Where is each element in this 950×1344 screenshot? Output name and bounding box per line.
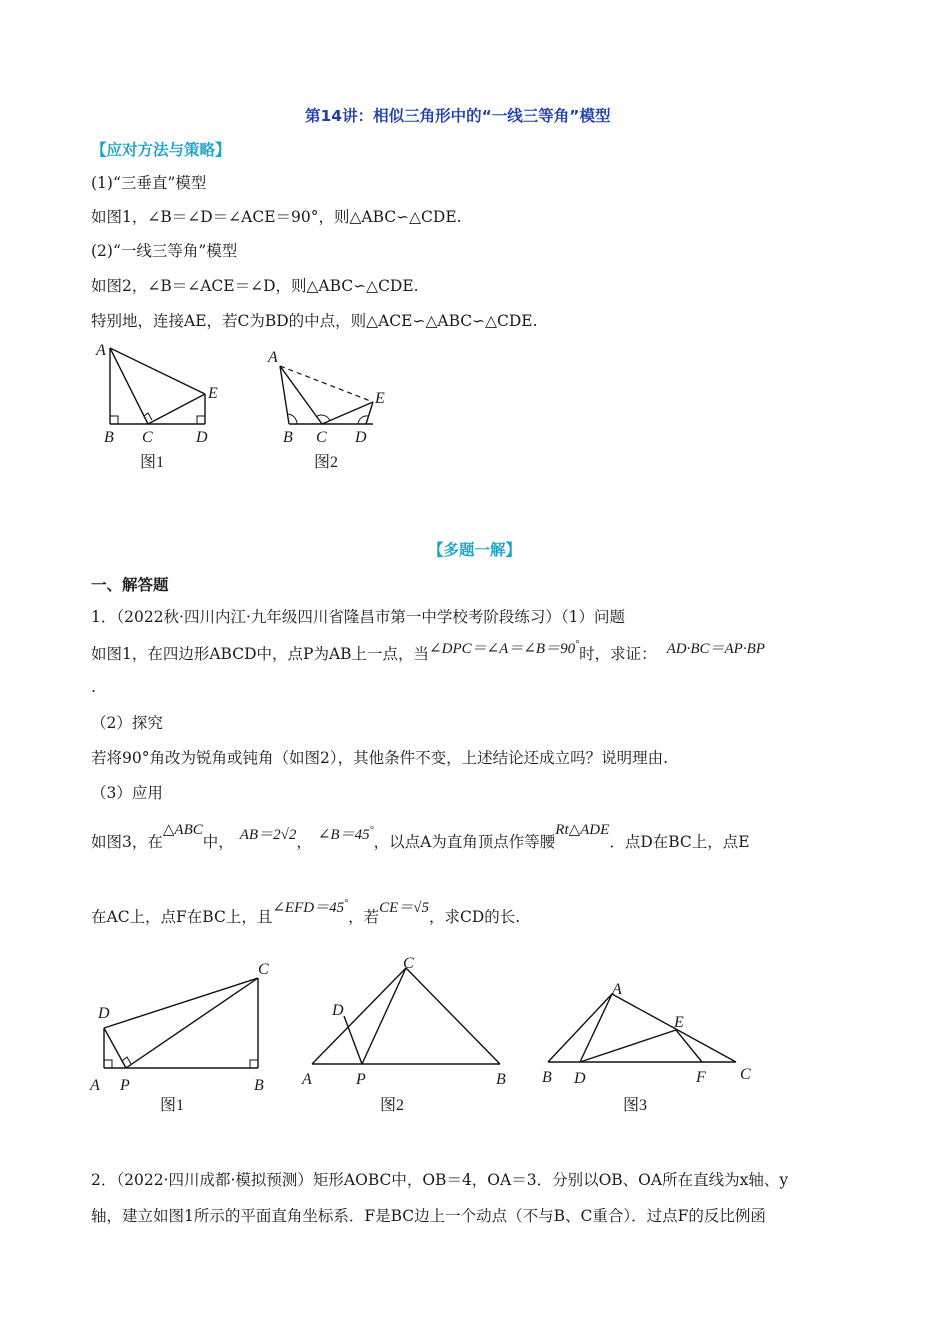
q1-proof-math: AD·BC＝AP·BP	[666, 641, 765, 657]
q1-condition-degree: °	[575, 639, 580, 650]
q1-angle-efd-math	[272, 900, 348, 916]
section-heading-multi: 【多题一解】	[428, 541, 522, 559]
q1-line-8-text-a: 在AC上，点F在BC上，且	[91, 908, 273, 926]
strategy-line-4: 如图2，∠B＝∠ACE＝∠D，则△ABC∽△CDE.	[91, 277, 419, 295]
q1-figures	[80, 950, 780, 1120]
q1fig3-label-F: F	[696, 1069, 706, 1086]
fig1-label-A: A	[96, 342, 106, 359]
q1fig2-caption: 图2	[380, 1097, 405, 1114]
strategy-line-2: 如图1，∠B＝∠D＝∠ACE＝90°，则△ABC∽△CDE.	[91, 208, 462, 226]
q1fig2-label-D: D	[332, 1002, 344, 1019]
q1-line-1: 1．（2022秋·四川内江·九年级四川省隆昌市第一中学校考阶段练习）（1）问题	[91, 608, 626, 626]
q1-ce-length: CE＝√5	[379, 900, 430, 916]
fig2-caption: 图2	[314, 454, 339, 471]
q1-angle-b-math	[318, 827, 374, 843]
q1-line-7	[91, 822, 750, 853]
q1fig3-label-D: D	[574, 1070, 586, 1087]
figure-2-one-line-three-angles	[267, 349, 385, 471]
q1-ab-length: AB＝2√2	[239, 827, 297, 843]
q1fig2-label-B: B	[496, 1071, 506, 1088]
q1-line-6: （3）应用	[91, 784, 163, 802]
strategy-line-1: (1)“三垂直”模型	[91, 174, 207, 192]
q1-line-7-text-e: ．点D在BC上，点E	[609, 833, 750, 851]
q1fig1-label-P: P	[120, 1077, 130, 1094]
fig2-label-B: B	[283, 429, 293, 446]
q1fig1-label-B: B	[254, 1077, 264, 1094]
q1-line-3: .	[91, 678, 96, 696]
q1-line-8	[91, 898, 521, 928]
q1-angle-b-degree: °	[369, 825, 374, 836]
q1fig3-label-E: E	[674, 1014, 684, 1031]
strategy-line-3: (2)“一线三等角”模型	[91, 242, 238, 260]
fig1-label-E: E	[208, 385, 218, 402]
fig1-label-D: D	[196, 429, 208, 446]
q1-line-7-comma: ，	[296, 833, 312, 851]
q1-angle-efd: ∠EFD＝45	[272, 900, 345, 916]
q2-line-2: 轴，建立如图1所示的平面直角坐标系．F是BC边上一个动点（不与B、C重合）．过点F的反比例函	[91, 1207, 766, 1225]
q1fig1-label-C: C	[258, 961, 269, 978]
q1-line-8-text-c: ，求CD的长.	[429, 908, 521, 926]
figure-1-three-perpendiculars	[95, 342, 218, 471]
q1-line-5: 若将90°角改为锐角或钝角（如图2），其他条件不变，上述结论还成立吗？说明理由.	[91, 749, 669, 767]
fig1-caption: 图1	[140, 454, 165, 471]
fig1-label-C: C	[142, 429, 153, 446]
fig2-label-D: D	[355, 429, 367, 446]
q1fig3-label-A: A	[612, 981, 622, 998]
q1fig1-label-A: A	[90, 1077, 100, 1094]
q1-line-8-text-b: ，若	[348, 908, 380, 926]
section-heading-strategy: 【应对方法与策略】	[91, 141, 231, 159]
q1-line-7-text-d: ，以点A为直角顶点作等腰	[373, 833, 556, 851]
q1-angle-b: ∠B＝45	[317, 827, 370, 843]
q1-condition-angles: ∠DPC＝∠A＝∠B＝90	[429, 641, 576, 657]
fig2-label-A: A	[268, 349, 278, 366]
q1fig2-label-C: C	[403, 955, 414, 972]
fig2-label-E: E	[375, 390, 385, 407]
q1fig2-label-P: P	[356, 1071, 366, 1088]
q1-line-7-text-a: 如图3，在	[91, 833, 163, 851]
q1-line-4: （2）探究	[91, 714, 163, 732]
q1fig2-label-A: A	[302, 1071, 312, 1088]
page-title: 第14讲：相似三角形中的“一线三等角”模型	[305, 107, 611, 125]
part-heading: 一、解答题	[91, 576, 169, 594]
q1fig3-label-B: B	[542, 1069, 552, 1086]
fig1-label-B: B	[104, 429, 114, 446]
q1-triangle-abc: △ABC	[162, 822, 203, 838]
q1fig1-label-D: D	[98, 1005, 110, 1022]
q1-line-2-text-b: 时，求证：	[579, 645, 657, 663]
q1-figure-2	[301, 955, 506, 1114]
q1-line-2	[91, 641, 765, 665]
q1fig3-label-C: C	[740, 1066, 751, 1083]
q1-line-7-text-b: 中，	[202, 833, 234, 851]
strategy-line-5: 特别地，连接AE，若C为BD的中点，则△ACE∽△ABC∽△CDE.	[91, 312, 538, 330]
q1fig1-caption: 图1	[160, 1097, 185, 1114]
q1-figure-3	[542, 981, 751, 1114]
q1fig3-caption: 图3	[623, 1097, 648, 1114]
q1-angle-efd-degree: °	[344, 898, 349, 909]
q1-rt-triangle-ade: Rt△ADE	[555, 822, 610, 838]
q1-condition-math	[429, 641, 579, 657]
strategy-figures	[90, 338, 410, 478]
fig2-label-C: C	[316, 429, 327, 446]
q1-line-2-text-a: 如图1，在四边形ABCD中，点P为AB上一点，当	[91, 645, 430, 663]
q1-figure-1	[89, 961, 269, 1114]
q2-line-1: 2．（2022·四川成都·模拟预测）矩形AOBC中，OB＝4，OA＝3．分别以OB、OA所在直线为x轴、y	[91, 1171, 789, 1189]
